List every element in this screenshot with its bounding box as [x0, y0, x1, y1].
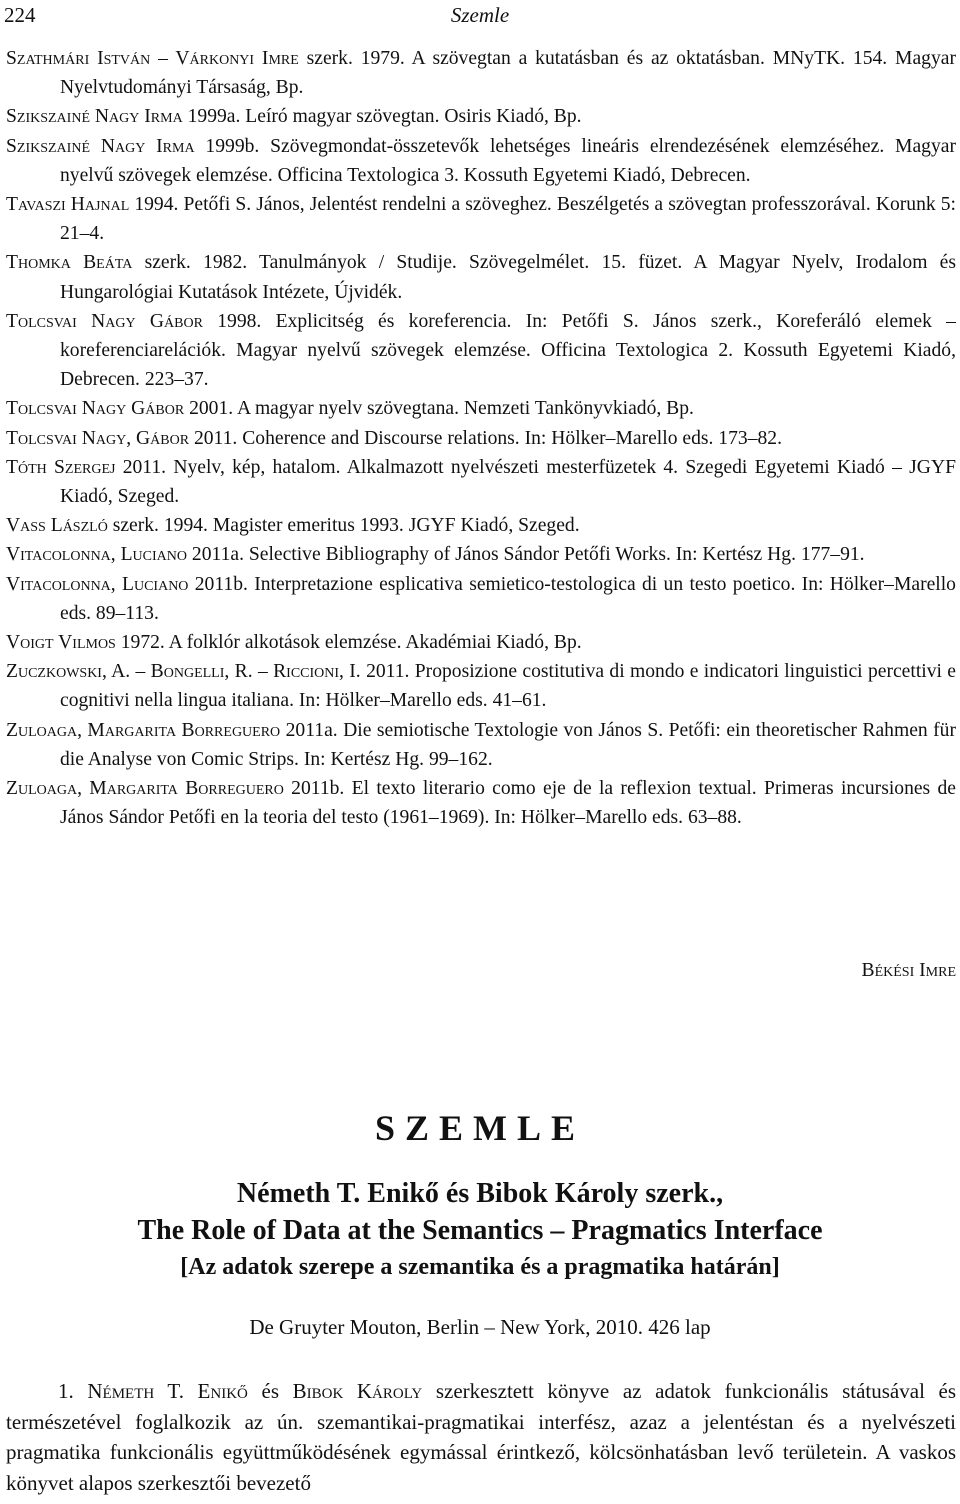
page-header — [0, 0, 960, 30]
entry-details: szerk. 1979. A szövegtan a kutatásban és az oktatásban. MNyTK. 154. Magyar Nyelvtudományi Társaság, Bp. — [60, 48, 956, 99]
review-title-book: The Role of Data at the Semantics – Pragmatics Interface — [137, 1215, 823, 1246]
entry-author: Vass László — [6, 515, 108, 537]
bibliography-list — [6, 44, 956, 832]
entry-author: Zuloaga, Margarita Borreguero — [6, 719, 281, 741]
entry-details: 1994. Petőfi S. János, Jelentést rendelni a szöveghez. Beszélgetés a szövegtan professzorával. Korunk 5: 21–4. — [60, 194, 956, 245]
bibliography-entry — [6, 102, 956, 131]
bibliography-entry — [6, 657, 956, 715]
paragraph-author-2: Bibok Károly — [292, 1379, 423, 1403]
entry-details: 2011b. Interpretazione esplicativa semietico-testologica di un testo poetico. In: Hölker–Marello eds. 89–113. — [60, 573, 956, 624]
entry-details: 1999b. Szövegmondat-összetevők lehetséges lineáris elrendezésének elemzéséhez. Magyar nyelvű szövegek elemzése. Officina Textologica 3. Kossuth Egyetemi Kiadó, Debrecen. — [60, 135, 956, 186]
entry-author: Tóth Szergej — [6, 456, 116, 478]
entry-details: 1972. A folklór alkotások elemzése. Akadémiai Kiadó, Bp. — [115, 632, 582, 654]
entry-details: szerk. 1994. Magister emeritus 1993. JGYF Kiadó, Szeged. — [107, 515, 580, 537]
entry-author: Zuczkowski, A. – Bongelli, R. – Riccioni, I. — [6, 661, 361, 683]
bibliography-entry — [6, 190, 956, 248]
bibliography-entry — [6, 132, 956, 190]
bibliography-entry — [6, 44, 956, 102]
bibliography-entry — [6, 628, 956, 657]
bibliography-entry — [6, 511, 956, 540]
review-title-editors: Németh T. Enikő és Bibok Károly szerk., — [236, 1178, 724, 1209]
entry-author: Tavaszi Hajnal — [6, 194, 130, 216]
entry-details: 2011. Coherence and Discourse relations. In: Hölker–Marello eds. 173–82. — [189, 427, 782, 449]
entry-author: Vitacolonna, Luciano — [6, 544, 188, 566]
entry-details: 1998. Explicitség és koreferencia. In: Petőfi S. János szerk., Koreferáló elemek – koreferenciarelációk. Magyar nyelvű szövegek elemzése. Officina Textologica 2. Kossuth Egyetemi Kiadó, Debrecen. 223–37. — [60, 310, 956, 391]
entry-author: Szikszainé Nagy Irma — [6, 106, 183, 128]
entry-author: Vitacolonna, Luciano — [6, 573, 189, 595]
page-number: 224 — [4, 3, 36, 27]
review-signature: Békési Imre — [861, 960, 956, 981]
entry-author: Thomka Beáta — [6, 252, 133, 274]
entry-author: Tolcsvai Nagy Gábor — [6, 310, 203, 332]
bibliography-entry — [6, 716, 956, 774]
review-paragraph — [6, 1376, 956, 1498]
entry-details: 2011. Nyelv, kép, hatalom. Alkalmazott nyelvészeti mesterfüzetek 4. Szegedi Egyetemi Kiadó – JGYF Kiadó, Szeged. — [60, 456, 956, 508]
paragraph-conjunction: és — [247, 1379, 293, 1403]
entry-author: Voigt Vilmos — [6, 632, 116, 654]
paragraph-text: szerkesztett könyve az adatok funkcionális státusával és természetével foglalkozik az ún. szemantikai-pragmatikai interfész, azaz a jelentéstan és a nyelvészeti pragmatika funkcionális együttműködésének egymással érintkező, kölcsönhatásban levő területein. A vaskos könyvet alapos szerkesztői bevezető — [6, 1379, 957, 1495]
paragraph-author: Németh T. Enikő — [87, 1379, 248, 1403]
bibliography-entry — [6, 307, 956, 395]
bibliography-entry — [6, 394, 956, 423]
entry-details: szerk. 1982. Tanulmányok / Studije. Szövegelmélet. 15. füzet. A Magyar Nyelv, Irodalom és Hungarológiai Kutatások Intézete, Újvidék. — [60, 252, 956, 303]
entry-details: 2011b. El texto literario como eje de la reflexion textual. Primeras incursiones de János Sándor Petőfi en la teoria del testo (1961–1969). In: Hölker–Marello eds. 63–88. — [60, 778, 956, 829]
publication-info: De Gruyter Mouton, Berlin – New York, 2010. 426 lap — [249, 1315, 711, 1339]
paragraph-number: 1. — [58, 1379, 88, 1403]
entry-author: Szathmári István – Várkonyi Imre — [6, 48, 299, 69]
bibliography-entry — [6, 570, 956, 628]
entry-author: Szikszainé Nagy Irma — [6, 135, 195, 157]
entry-details: 1999a. Leíró magyar szövegtan. Osiris Kiadó, Bp. — [182, 106, 582, 128]
bibliography-entry — [6, 424, 956, 453]
review-title-translation: [Az adatok szerepe a szemantika és a pragmatika határán] — [180, 1254, 780, 1280]
section-title: SZEMLE — [374, 1108, 586, 1148]
bibliography-entry — [6, 774, 956, 832]
running-head: Szemle — [450, 3, 510, 27]
bibliography-entry — [6, 453, 956, 511]
entry-details: 2011a. Selective Bibliography of János Sándor Petőfi Works. In: Kertész Hg. 177–91. — [187, 544, 865, 566]
bibliography-entry — [6, 540, 956, 569]
entry-author: Tolcsvai Nagy, Gábor — [6, 427, 190, 449]
entry-author: Tolcsvai Nagy Gábor — [6, 398, 185, 420]
entry-details: 2011a. Die semiotische Textologie von János S. Petőfi: ein theoretischer Rahmen für die Analyse von Comic Strips. In: Kertész Hg. 99–162. — [60, 719, 957, 770]
bibliography-entry — [6, 248, 956, 306]
entry-details: 2011. Proposizione costitutiva di mondo e indicatori linguistici percettivi e cognitivi nella lingua italiana. In: Hölker–Marello eds. 41–61. — [60, 661, 956, 712]
entry-details: 2001. A magyar nyelv szövegtana. Nemzeti Tankönyvkiadó, Bp. — [184, 398, 694, 420]
entry-author: Zuloaga, Margarita Borreguero — [6, 778, 284, 800]
